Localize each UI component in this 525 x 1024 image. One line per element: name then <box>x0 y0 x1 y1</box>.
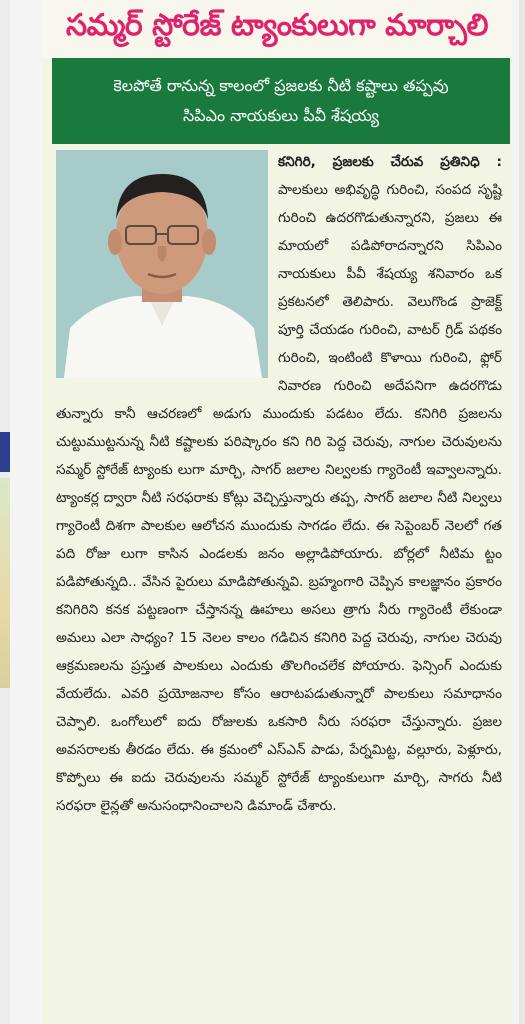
adjacent-clip-strip <box>0 0 10 1024</box>
dateline: కనిగిరి, ప్రజలకు చేరువ ప్రతినిధి : <box>278 154 502 170</box>
headline: సమ్మర్ స్టోరేజ్ ట్యాంకులుగా మార్చాలి <box>42 0 512 58</box>
subheadline-line-1: కెలపోతే రానున్న కాలంలో ప్రజలకు నీటి కష్టాలు తప్పవు <box>113 76 449 95</box>
subheadline-line-2: సిపిఎం నాయకులు పీవీ శేషయ్య <box>182 106 379 125</box>
page-edge <box>519 0 525 1024</box>
article-body <box>56 148 502 820</box>
subheadline-box <box>52 58 510 144</box>
adjacent-clip-image-fragment <box>0 478 10 688</box>
news-clipping <box>42 0 512 1024</box>
photo-spacer <box>56 148 278 384</box>
adjacent-clip-blue-block <box>0 432 10 472</box>
article-body-text: పాలకులు అభివృద్ధి గురించి, సంపద సృష్టి గురించి ఉదరగొడుతున్నారని, ప్రజలు ఈ మాయలో పడిపోరాదన్నారని సిపిఎం నాయకులు పీవీ శేషయ్య శనివారం ఒక ప్రకటనలో తెలిపారు. వెలుగొండ ప్రాజెక్ట్ పూర్తి చేయడం గురించి, వాటర్ గ్రిడ్ పథకం గురించి, ఇంటింటి కొళాయి గురించి, ఫ్లోర్ నివారణ గురించి అదేపనిగా ఉదరగొడు తున్నారు కానీ ఆచరణలో అడుగు ముందుకు పడటం లేదు. కనిగిరి ప్రజలను చుట్టుముట్టనున్న నీటి కష్టాలకు పరిష్కారం కని గిరి పెద్ద చెరువు, నాగుల చెరువులను సమ్మర్ స్టోరేజ్ ట్యాంకు లుగా మార్చి, సాగర్ జలాల నిల్వలకు గ్యారెంటీ ఇవ్వాలన్నారు. ట్యాంకర్ల ద్వారా నీటి సరఫరాకు కోట్లు వెచ్చిస్తున్నారు తప్ప, సాగర్ జలాల నీటి నిల్వలు గ్యారెంటీ దిశగా పాలకుల ఆలోచన ముందుకు సాగడం లేదు. ఈ సెప్టెంబర్ నెలలో గత పది రోజు లుగా కాసిన ఎండలకు జనం అల్లాడిపోయారు. బోర్లలో నీటిమ ట్టం పడిపోతున్నది.. వేసిన పైరులు మాడిపోతున్నవి. బ్రహ్మంగారి చెప్పిన కాలజ్ఞానం ప్రకారం కనిగిరిని కనక పట్టణంగా చేస్తానన్న ఊహలు అసలు త్రాగు నీరు గ్యారెంటీ లేకుండా అమలు ఎలా సాధ్యం? 15 నెలల కాలం గడిచిన కనిగిరి పెద్ద చెరువు, నాగుల చెరువు ఆక్రమణలను ప్రస్తుత పాలకులు ఎందుకు తొలగించలేక పోయారు. ఫెన్సింగ్ ఎందుకు వేయలేదు. ఎవరి ప్రయోజనాల కోసం ఆరాటపడుతున్నారో పాలకులు సమాధానం చెప్పాలి. ఒంగోలులో ఐదు రోజులకు ఒకసారి నీరు సరఫరా చేస్తున్నారు. ప్రజల అవసరాలకు తీరడం లేదు. ఈ క్రమంలో ఎస్ఎన్ పాడు, పేర్నమిట్ట, వల్లూరు, పెళ్లూరు, కొప్పోలు ఈ ఐదు చెరువులను సమ్మర్ స్టోరేజ్ ట్యాంకులుగా మార్చి, సాగరు నీటి సరఫరా లైన్లతో అనుసంధానించాలని డిమాండ్ చేశారు. <box>56 182 502 814</box>
